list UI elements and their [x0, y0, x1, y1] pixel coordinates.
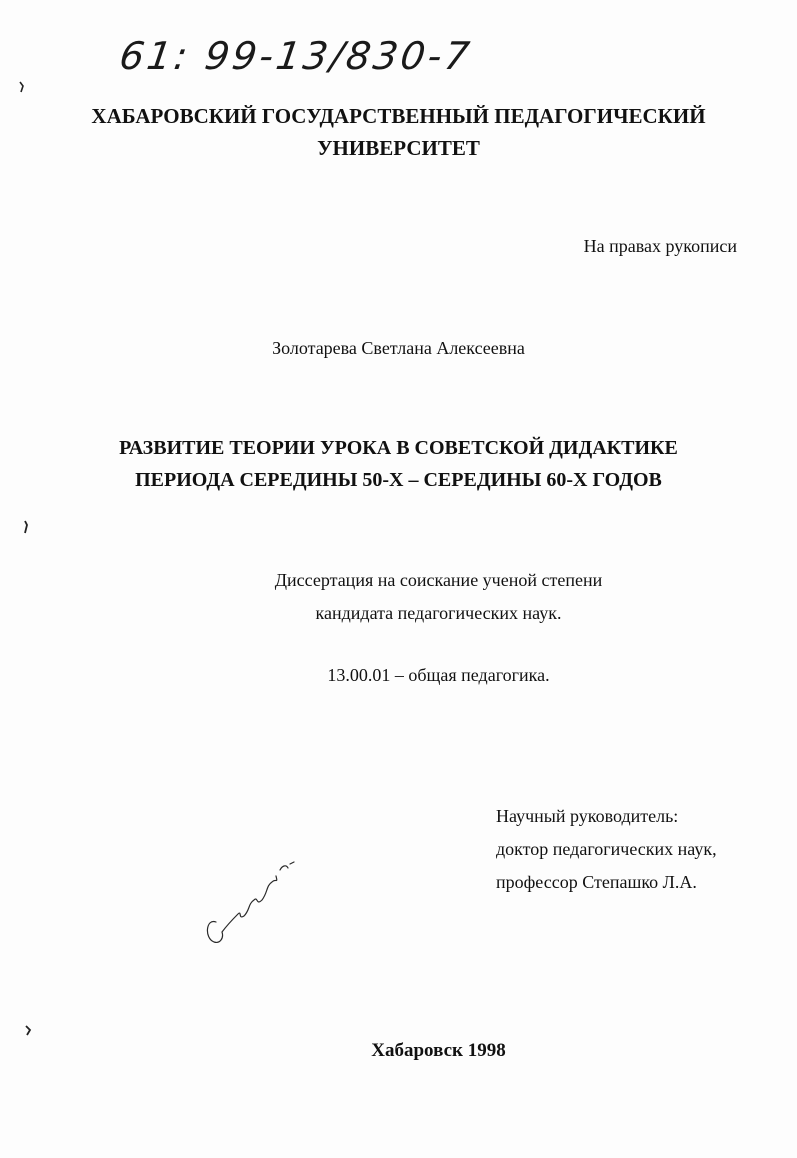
- advisor-degree: доктор педагогических наук,: [496, 839, 717, 859]
- rights-note: На правах рукописи: [583, 236, 737, 256]
- advisor-label: Научный руководитель:: [496, 806, 679, 826]
- archive-code: 61: 99-13/830-7: [116, 34, 475, 78]
- margin-mark-icon: [18, 80, 26, 94]
- university-line-1: ХАБАРОВСКИЙ ГОСУДАРСТВЕННЫЙ ПЕДАГОГИЧЕСКИЙ: [91, 104, 706, 128]
- margin-mark-icon: [24, 1024, 32, 1038]
- title-line-2: ПЕРИОДА СЕРЕДИНЫ 50-Х – СЕРЕДИНЫ 60-Х ГОДОВ: [135, 469, 662, 491]
- title-line-1: РАЗВИТИЕ ТЕОРИИ УРОКА В СОВЕТСКОЙ ДИДАКТИКЕ: [119, 437, 678, 459]
- university-name: [0, 100, 797, 164]
- author-name: Золотарева Светлана Алексеевна: [272, 338, 525, 358]
- dissertation-title: [0, 432, 797, 496]
- degree-line-1: Диссертация на соискание ученой степени: [274, 570, 603, 590]
- city-year: Хабаровск 1998: [371, 1040, 506, 1061]
- specialty-code: 13.00.01 – общая педагогика.: [327, 665, 550, 685]
- scientific-advisor: [496, 800, 717, 899]
- degree-line-2: кандидата педагогических наук.: [315, 603, 562, 623]
- advisor-name: профессор Степашко Л.А.: [496, 872, 697, 892]
- university-line-2: УНИВЕРСИТЕТ: [317, 136, 480, 160]
- margin-mark-icon: [22, 520, 30, 534]
- degree-statement: [0, 564, 797, 630]
- handwritten-signature: [198, 860, 298, 950]
